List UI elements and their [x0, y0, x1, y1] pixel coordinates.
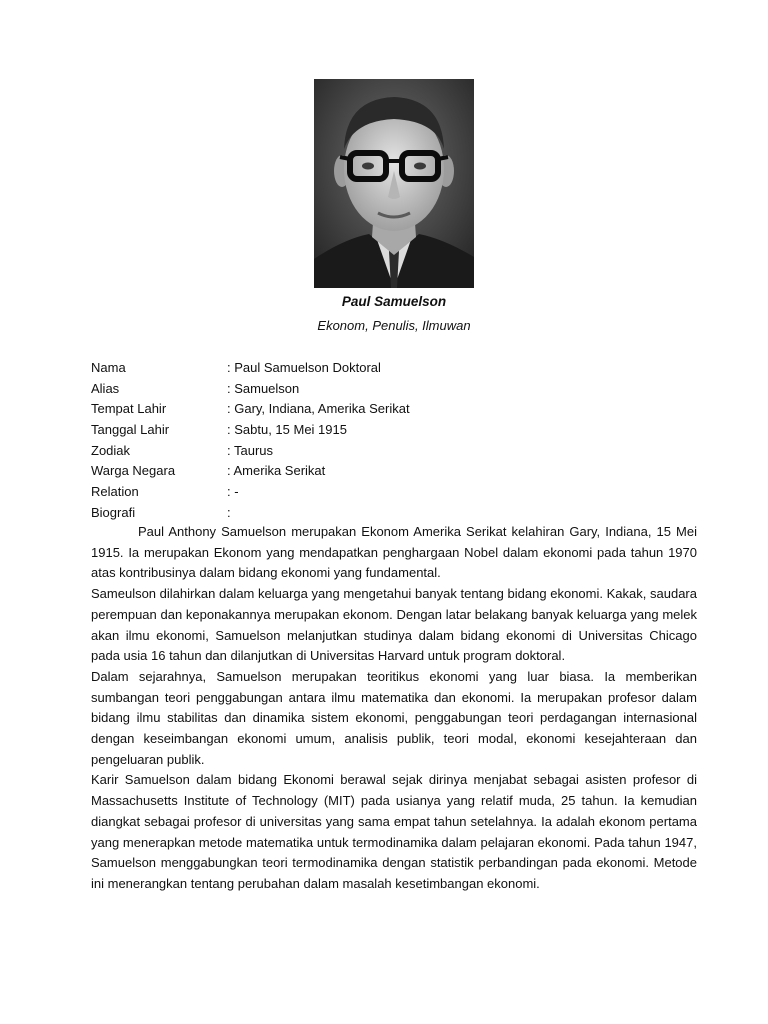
- info-label: Relation: [91, 484, 139, 500]
- portrait-illustration: [314, 79, 474, 288]
- info-value: : Paul Samuelson Doktoral: [227, 360, 381, 375]
- info-row-tempat-lahir: [91, 399, 691, 420]
- info-label: Biografi: [91, 504, 136, 520]
- person-occupations: Ekonom, Penulis, Ilmuwan: [317, 318, 471, 333]
- info-row-nama: [91, 358, 691, 379]
- info-label: Alias: [91, 380, 120, 396]
- info-row-warga-negara: [91, 461, 691, 482]
- info-label: Warga Negara: [91, 463, 176, 479]
- info-value: : Samuelson: [227, 380, 300, 396]
- info-row-alias: [91, 379, 691, 400]
- info-value: : Sabtu, 15 Mei 1915: [227, 422, 347, 438]
- info-row-relation: [91, 482, 691, 503]
- biography-text: [91, 522, 697, 895]
- biography-paragraph: Dalam sejarahnya, Samuelson merupakan teoritikus ekonomi yang luar biasa. Ia memberikan sumbangan teori penggabungan antara ilmu matematika dan ekonomi. Ia merupakan profesor dalam bidang ilmu stabilitas dan dinamika sistem ekonomi, penggabungan teori perdagangan internasional dengan keseimbangan ekonomi umum, analisis publik, teori modal, ekonomi kesejahteraan dan pengeluaran publik.: [91, 668, 697, 767]
- info-label: Zodiak: [91, 442, 131, 458]
- info-label: Tanggal Lahir: [91, 422, 170, 438]
- profile-info-table: [91, 358, 691, 524]
- info-value: : Gary, Indiana, Amerika Serikat: [227, 401, 410, 417]
- info-value: : Amerika Serikat: [227, 463, 326, 479]
- info-row-biografi: [91, 503, 691, 524]
- biography-paragraph: Paul Anthony Samuelson merupakan Ekonom Amerika Serikat kelahiran Gary, Indiana, 15 Mei 1915. Ia merupakan Ekonom yang mendapatkan penghargaan Nobel dalam ekonomi pada tahun 1970 atas kontribusinya dalam bidang ekonomi yang fundamental.: [91, 524, 697, 581]
- info-row-zodiak: [91, 441, 691, 462]
- biography-paragraph: Sameulson dilahirkan dalam keluarga yang mengetahui banyak tentang bidang ekonomi. Kakak, saudara perempuan dan keponakannya merupakan ekonom. Dengan latar belakang banyak keluarga yang melek akan ilmu ekonomi, Samuelson melanjutkan studinya dalam bidang ekonomi di Universitas Chicago pada usia 16 tahun dan dilanjutkan di Universitas Harvard untuk program doktoral.: [91, 586, 697, 664]
- info-label: Tempat Lahir: [91, 401, 167, 417]
- person-name: Paul Samuelson: [341, 294, 447, 309]
- info-row-tanggal-lahir: [91, 420, 691, 441]
- biography-paragraph: Karir Samuelson dalam bidang Ekonomi berawal sejak dirinya menjabat sebagai asisten profesor di Massachusetts Institute of Technology (MIT) pada usianya yang relatif muda, 25 tahun. Ia kemudian diangkat sebagai profesor di universitas yang sama empat tahun setelahnya. Ia adalah ekonom pertama yang menerapkan metode matematika untuk termodinamika dalam pelajaran ekonomi. Pada tahun 1947, Samuelson menggabungkan teori termodinamika dengan statistik perbandingan pada ekonomi. Metode ini menerangkan tentang perubahan dalam masalah kesetimbangan ekonomi.: [91, 772, 697, 891]
- info-value: : -: [227, 484, 239, 500]
- info-label: Nama: [91, 360, 126, 375]
- info-value: :: [227, 504, 231, 520]
- info-value: : Taurus: [227, 442, 274, 458]
- portrait-photo: [314, 79, 474, 288]
